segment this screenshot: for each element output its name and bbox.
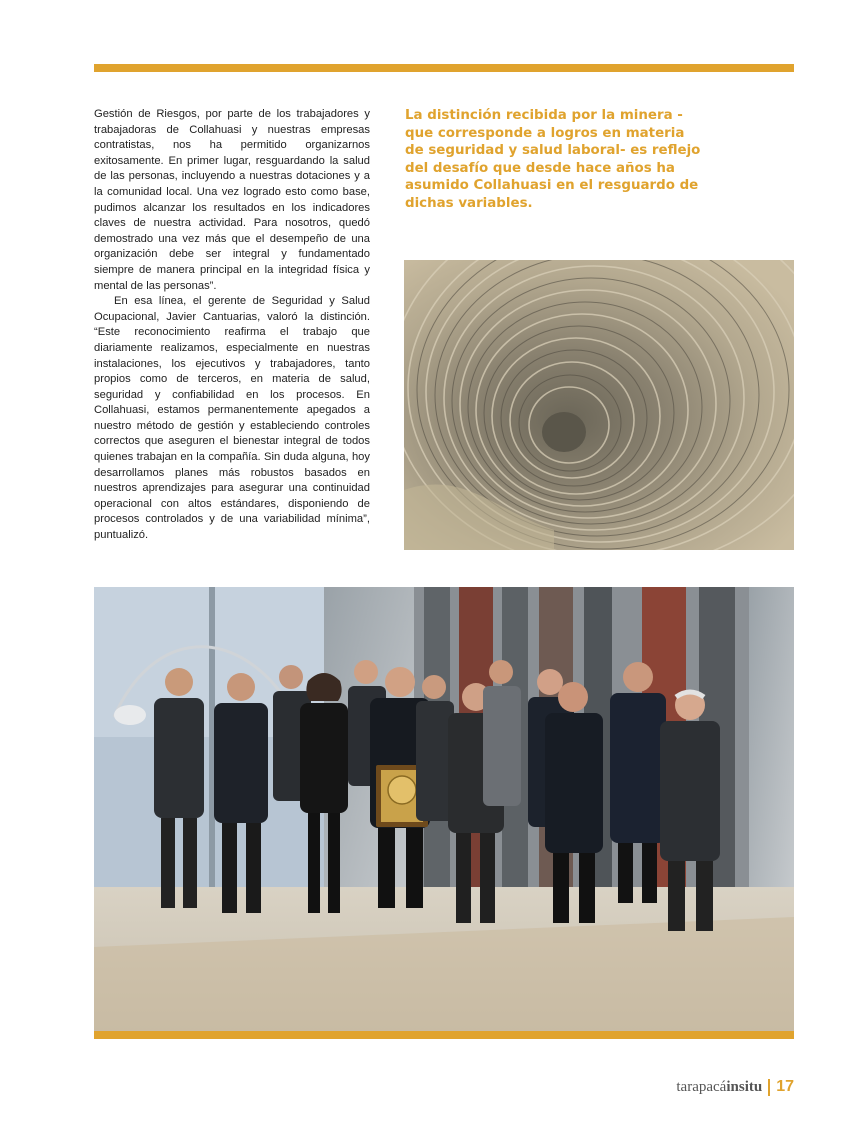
page-footer: [676, 1078, 794, 1096]
article-paragraph: En esa línea, el gerente de Seguridad y Salud Ocupacional, Javier Cantuarias, valoró la distinción. “Este reconocimiento reafirma el trabajo que diariamente realizamos, especialmente en nuestras instalaciones, los ejecutivos y trabajadores, tanto propios como de terceros, en materia de salud, seguridad y confiabilidad en los procesos. En Collahuasi, estamos permanentemente apegados a nuestro método de gestión y estableciendo controles correctos que aseguren el bienestar integral de todos quienes trabajan en la compañía. Sin duda alguna, hoy desarrollamos planes más robustos basados en nuestros aprendizajes para asegurar una continuidad operacional con altos estándares, disponiendo de procesos controlados y de una variabilidad mínima”, puntualizó.: [94, 295, 370, 542]
article-body: [94, 107, 370, 544]
open-pit-mine-photo: [404, 260, 794, 550]
page-number: 17: [776, 1078, 794, 1095]
brand-bold: insitu: [726, 1078, 763, 1095]
pull-quote: La distinción recibida por la minera -que corresponde a logros en materia de seguridad y salud laboral- es reflejo del desafío que desde hace años ha asumido Collahuasi en el resguardo de dichas variables.: [405, 108, 701, 211]
article-paragraph: Gestión de Riesgos, por parte de los trabajadores y trabajadoras de Collahuasi y nuestras empresas contratistas, nos ha permitido organizarnos exitosamente. En primer lugar, resguardando la salud de las personas, incluyendo a nuestras dotaciones y a la comunidad local. Una vez logrado esto como base, pudimos alcanzar los resultados en los indicadores claves de nuestra actividad. Para nosotros, quedó demostrado una vez más que el desempeño de una organización debe ser integral y fundamentado siempre de manera principal en la integridad física y mental de las personas”.: [94, 108, 370, 292]
top-accent-rule: [94, 64, 794, 72]
footer-separator: [768, 1079, 770, 1096]
bottom-accent-rule: [94, 1031, 794, 1039]
award-group-photo: [94, 587, 794, 1031]
brand-light: tarapacá: [676, 1078, 727, 1095]
magazine-brand: [676, 1079, 762, 1096]
